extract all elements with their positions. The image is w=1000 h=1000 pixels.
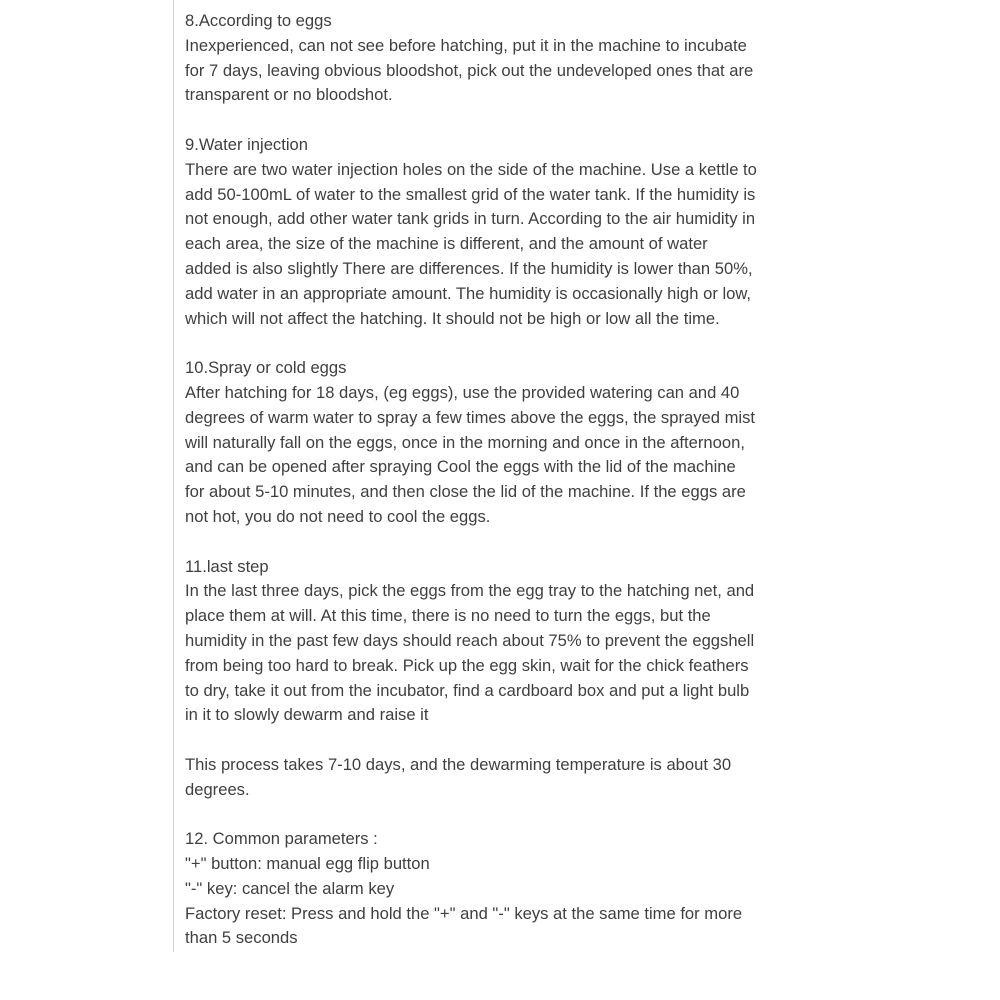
text-line: Inexperienced, can not see before hatching, put it in the machine to incubate — [185, 35, 747, 55]
text-line: place them at will. At this time, there is no need to turn the eggs, but the — [185, 606, 711, 626]
text-line: transparent or no bloodshot. — [185, 85, 393, 105]
text-line: add water in an appropriate amount. The humidity is occasionally high or low, — [185, 283, 752, 303]
text-line: There are two water injection holes on the side of the machine. Use a kettle to — [185, 159, 757, 179]
text-line: not hot, you do not need to cool the eggs. — [185, 506, 491, 526]
section-process-note — [185, 753, 985, 803]
section-heading: 10.Spray or cold eggs — [185, 358, 347, 378]
left-divider — [173, 0, 174, 952]
text-line: in it to slowly dewarm and raise it — [185, 705, 429, 725]
section-last-step — [185, 555, 985, 729]
text-line: Factory reset: Press and hold the "+" and "-" keys at the same time for more — [185, 903, 743, 923]
text-line: add 50-100mL of water to the smallest grid of the water tank. If the humidity is — [185, 184, 756, 204]
text-line: humidity in the past few days should reach about 75% to prevent the eggshell — [185, 630, 755, 650]
section-heading: 9.Water injection — [185, 134, 308, 154]
text-line: This process takes 7-10 days, and the dewarming temperature is about 30 — [185, 754, 732, 774]
text-line: for 7 days, leaving obvious bloodshot, pick out the undeveloped ones that are — [185, 60, 754, 80]
text-line: "-" key: cancel the alarm key — [185, 878, 395, 898]
section-common-parameters — [185, 827, 985, 951]
text-line: degrees of warm water to spray a few times above the eggs, the sprayed mist — [185, 407, 755, 427]
text-line: not enough, add other water tank grids in turn. According to the air humidity in — [185, 209, 756, 229]
text-line: will naturally fall on the eggs, once in the morning and once in the afternoon, — [185, 432, 745, 452]
section-heading: 11.last step — [185, 556, 269, 576]
section-heading: 8.According to eggs — [185, 11, 332, 30]
text-line: After hatching for 18 days, (eg eggs), use the provided watering can and 40 — [185, 382, 740, 402]
text-line: and can be opened after spraying Cool the eggs with the lid of the machine — [185, 457, 736, 477]
instructions-text — [185, 9, 985, 976]
text-line: which will not affect the hatching. It should not be high or low all the time. — [185, 308, 720, 328]
text-line: degrees. — [185, 779, 250, 799]
section-according-to-eggs — [185, 9, 985, 108]
section-heading: 12. Common parameters : — [185, 829, 378, 849]
text-line: for about 5-10 minutes, and then close the lid of the machine. If the eggs are — [185, 482, 746, 502]
text-line: to dry, take it out from the incubator, find a cardboard box and put a light bulb — [185, 680, 750, 700]
text-line: than 5 seconds — [185, 928, 298, 948]
text-line: each area, the size of the machine is different, and the amount of water — [185, 234, 708, 254]
section-water-injection — [185, 133, 985, 331]
text-line: from being too hard to break. Pick up the egg skin, wait for the chick feathers — [185, 655, 749, 675]
text-line: In the last three days, pick the eggs from the egg tray to the hatching net, and — [185, 581, 755, 601]
section-spray-or-cold-eggs — [185, 356, 985, 530]
text-line: added is also slightly There are differences. If the humidity is lower than 50%, — [185, 258, 753, 278]
text-line: "+" button: manual egg flip button — [185, 854, 430, 874]
